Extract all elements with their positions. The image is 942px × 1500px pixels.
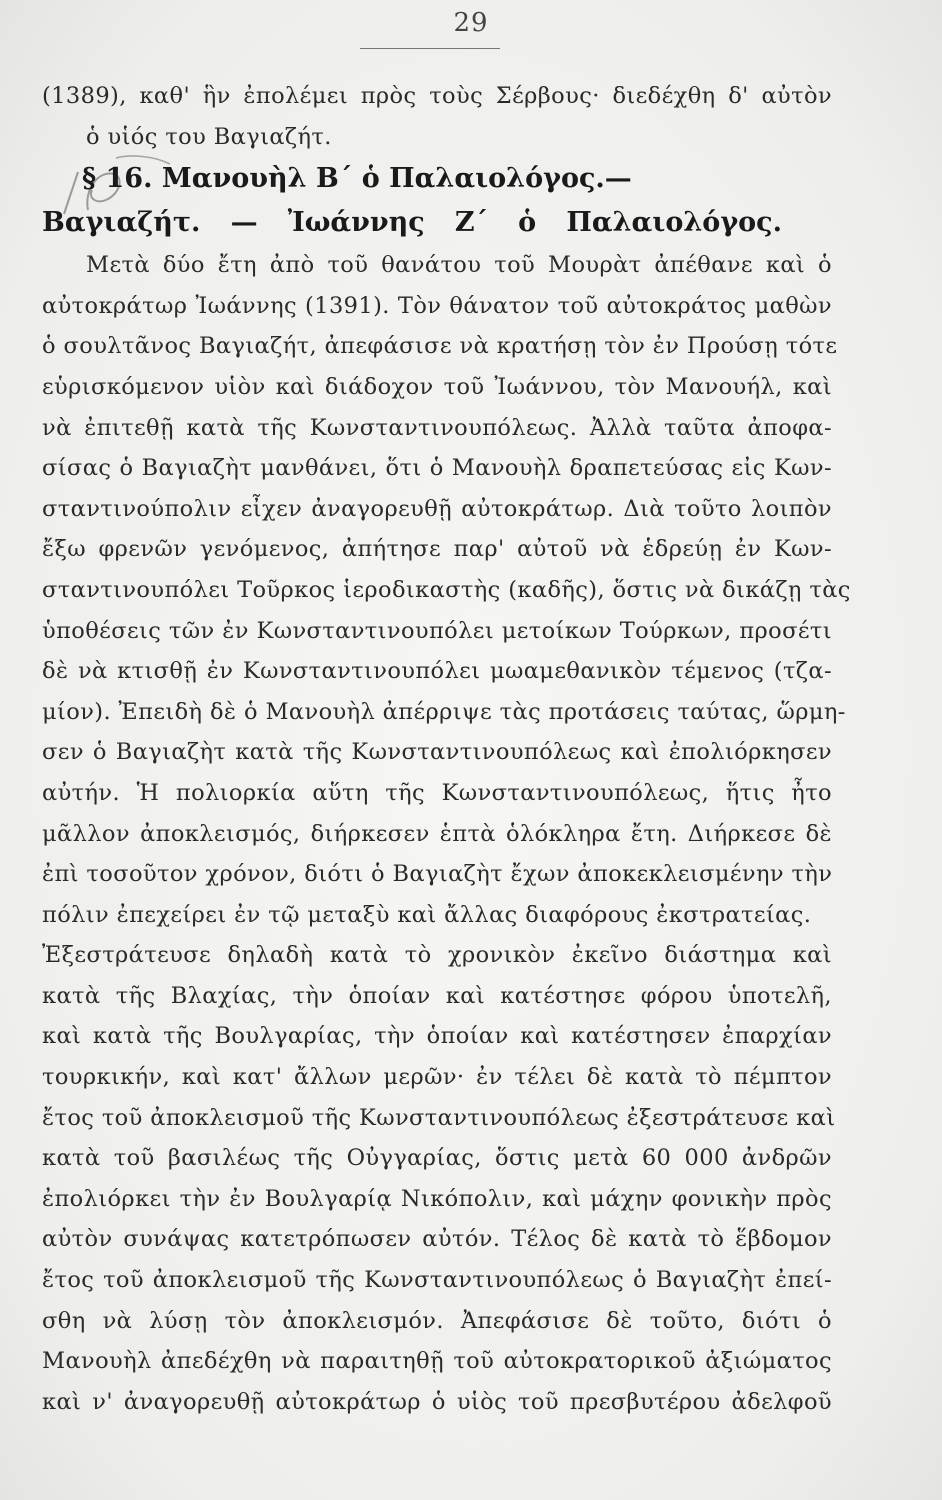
text-line: Ἐξεστράτευσε δηλαδὴ κατὰ τὸ χρονικὸν ἐκεῖνο διάστημα καὶ (42, 942, 832, 969)
text-line: μίον). Ἐπειδὴ δὲ ὁ Μανουὴλ ἀπέρριψε τὰς προτάσεις ταύτας, ὥρμη- (42, 698, 846, 725)
text-line: σθη νὰ λύσῃ τὸν ἀποκλεισμόν. Ἀπεφάσισε δὲ τοῦτο, διότι ὁ (42, 1307, 832, 1334)
text-line: Μανουὴλ ἀπεδέχθη νὰ παραιτηθῇ τοῦ αὐτοκρατορικοῦ ἀξιώματος (42, 1348, 832, 1375)
text-line: ἐπὶ τοσοῦτον χρόνον, διότι ὁ Βαγιαζὴτ ἔχων ἀποκεκλεισμένην τὴν (42, 861, 833, 888)
text-line: ἔξω φρενῶν γενόμενος, ἀπήτησε παρ' αὐτοῦ νὰ ἑδρεύῃ ἐν Κων- (42, 536, 832, 563)
text-line: αὐτὸν συνάψας κατετρόπωσεν αὐτόν. Τέλος δὲ κατὰ τὸ ἕβδομον (42, 1226, 832, 1253)
text-line: καὶ κατὰ τῆς Βουλγαρίας, τὴν ὁποίαν καὶ κατέστησεν ἐπαρχίαν (42, 1023, 832, 1050)
text-line: ὁ υἱός του Βαγιαζήτ. (86, 123, 332, 150)
text-line: ὑποθέσεις τῶν ἐν Κωνσταντινουπόλει μετοίκων Τούρκων, προσέτι (42, 617, 832, 644)
text-line: τουρκικήν, καὶ κατ' ἄλλων μερῶν· ἐν τέλει δὲ κατὰ τὸ πέμπτον (42, 1064, 832, 1091)
text-line: (1389), καθ' ἣν ἐπολέμει πρὸς τοὺς Σέρβους· διεδέχθη δ' αὐτὸν (42, 83, 832, 109)
text-line: αὐτήν. Ἡ πολιορκία αὕτη τῆς Κωνσταντινουπόλεως, ἥτις ἦτο (42, 779, 832, 806)
header-rule (360, 48, 500, 49)
text-line: σταντινούπολιν εἶχεν ἀναγορευθῇ αὐτοκράτωρ. Διὰ τοῦτο λοιπὸν (42, 495, 832, 522)
text-line: ὁ σουλτᾶνος Βαγιαζήτ, ἀπεφάσισε νὰ κρατήσῃ τὸν ἐν Προύσῃ τότε (42, 333, 838, 360)
text-line: καὶ ν' ἀναγορευθῇ αὐτοκράτωρ ὁ υἱὸς τοῦ πρεσβυτέρου ἀδελφοῦ (42, 1388, 832, 1415)
text-line: εὑρισκόμενον υἱὸν καὶ διάδοχον τοῦ Ἰωάννου, τὸν Μανουήλ, καὶ (42, 373, 832, 400)
section-heading: Βαγιαζήτ. — Ἰωάννης Ζ΄ ὁ Παλαιολόγος. (42, 207, 782, 239)
text-line: αὐτοκράτωρ Ἰωάννης (1391). Τὸν θάνατον τοῦ αὐτοκράτος μαθὼν (42, 292, 832, 319)
text-line: μᾶλλον ἀποκλεισμός, διήρκεσεν ἑπτὰ ὁλόκληρα ἔτη. Διήρκεσε δὲ (42, 820, 832, 847)
text-line: ἔτος τοῦ ἀποκλεισμοῦ τῆς Κωνσταντινουπόλεως ἐξεστράτευσε καὶ (42, 1104, 836, 1131)
text-line: κατὰ τῆς Βλαχίας, τὴν ὁποίαν καὶ κατέστησε φόρου ὑποτελῆ, (42, 982, 832, 1009)
section-heading: § 16. Μανουὴλ Β΄ ὁ Παλαιολόγος.— (82, 163, 632, 195)
text-line: ἐπολιόρκει τὴν ἐν Βουλγαρίᾳ Νικόπολιν, καὶ μάχην φονικὴν πρὸς (42, 1185, 832, 1212)
text-line: πόλιν ἐπεχείρει ἐν τῷ μεταξὺ καὶ ἄλλας διαφόρους ἐκστρατείας. (42, 901, 812, 928)
text-line: κατὰ τοῦ βασιλέως τῆς Οὐγγαρίας, ὅστις μετὰ 60 000 ἀνδρῶν (42, 1145, 832, 1172)
text-line: νὰ ἐπιτεθῇ κατὰ τῆς Κωνσταντινουπόλεως. Ἀλλὰ ταῦτα ἀποφα- (42, 414, 832, 441)
text-line: σεν ὁ Βαγιαζὴτ κατὰ τῆς Κωνσταντινουπόλεως καὶ ἐπολιόρκησεν (42, 739, 832, 766)
text-line: δὲ νὰ κτισθῇ ἐν Κωνσταντινουπόλει μωαμεθανικὸν τέμενος (τζα- (42, 658, 832, 685)
text-line: σίσας ὁ Βαγιαζὴτ μανθάνει, ὅτι ὁ Μανουὴλ δραπετεύσας εἰς Κων- (42, 455, 832, 482)
page-text (42, 76, 851, 1422)
text-line: σταντινουπόλει Τοῦρκος ἱεροδικαστὴς (καδῆς), ὅστις νὰ δικάζῃ τὰς (42, 576, 851, 603)
page-number: 29 (453, 8, 489, 38)
text-line: ἔτος τοῦ ἀποκλεισμοῦ τῆς Κωνσταντινουπόλεως ὁ Βαγιαζὴτ ἐπεί- (42, 1267, 832, 1294)
text-line: Μετὰ δύο ἔτη ἀπὸ τοῦ θανάτου τοῦ Μουρὰτ ἀπέθανε καὶ ὁ (86, 252, 832, 279)
